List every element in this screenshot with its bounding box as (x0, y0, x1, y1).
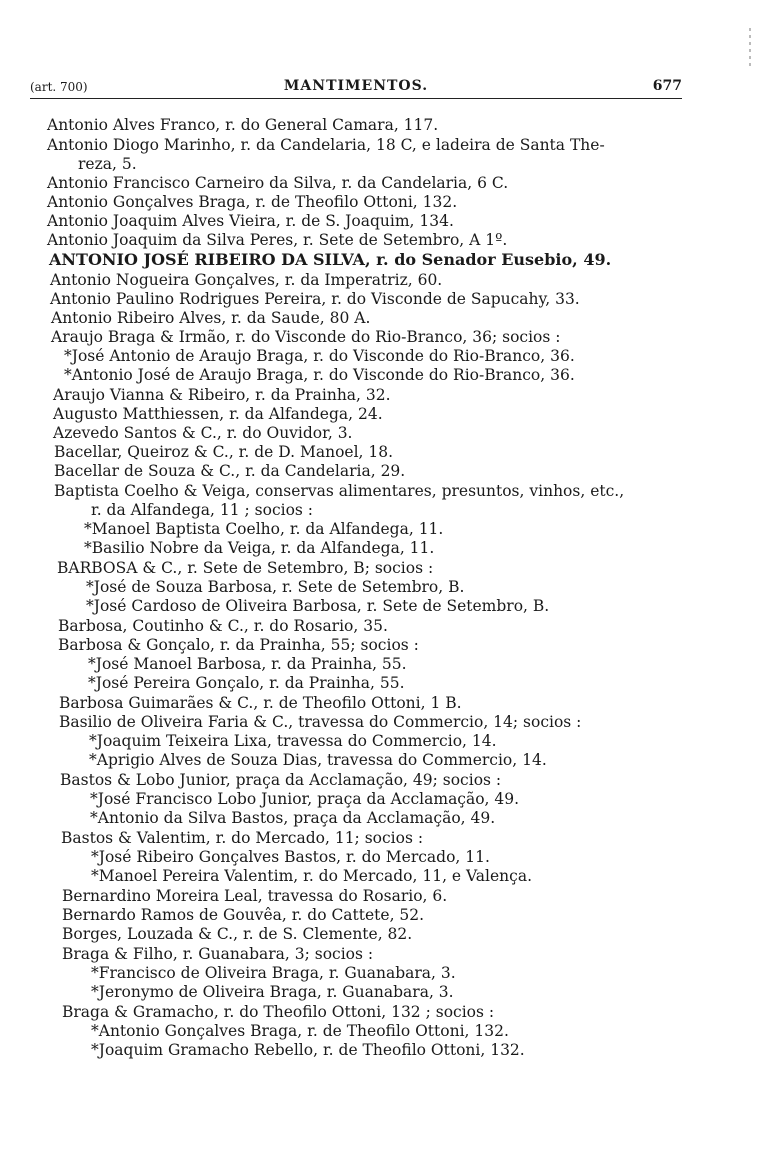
margin-mark (749, 28, 751, 68)
entry-line: Braga & Filho, r. Guanabara, 3; socios : (62, 945, 374, 963)
entry-line: *José Ribeiro Gonçalves Bastos, r. do Mercado, 11. (91, 848, 490, 866)
entry-line: *Manoel Pereira Valentim, r. do Mercado, 11, e Valença. (91, 867, 532, 885)
entry-line: Antonio Alves Franco, r. do General Camara, 117. (47, 116, 439, 134)
entry-line: Braga & Gramacho, r. do Theofilo Ottoni, 132 ; socios : (62, 1003, 495, 1021)
entry-line: *Basilio Nobre da Veiga, r. da Alfandega, 11. (84, 539, 435, 557)
entry-line: *Jeronymo de Oliveira Braga, r. Guanabara, 3. (91, 983, 454, 1001)
entry-line: Barbosa & Gonçalo, r. da Prainha, 55; socios : (58, 636, 419, 654)
entry-line: Azevedo Santos & C., r. do Ouvidor, 3. (53, 424, 353, 442)
entry-line: ANTONIO JOSÉ RIBEIRO DA SILVA, r. do Senador Eusebio, 49. (49, 250, 612, 269)
entry-line: Antonio Ribeiro Alves, r. da Saude, 80 A. (51, 309, 371, 327)
entry-line: *José Pereira Gonçalo, r. da Prainha, 55. (88, 674, 405, 692)
entry-line: Bernardino Moreira Leal, travessa do Rosario, 6. (62, 887, 448, 905)
page-number: 677 (652, 78, 682, 94)
entry-line: *José de Souza Barbosa, r. Sete de Setembro, B. (86, 578, 465, 596)
entry-line: *Antonio da Silva Bastos, praça da Acclamação, 49. (90, 809, 496, 827)
entry-line: *Antonio José de Araujo Braga, r. do Visconde do Rio-Branco, 36. (64, 366, 575, 384)
entry-line: Borges, Louzada & C., r. de S. Clemente, 82. (62, 925, 413, 943)
entry-line: Araujo Vianna & Ribeiro, r. da Prainha, 32. (53, 386, 391, 404)
entry-line: reza, 5. (78, 155, 137, 173)
entry-line: *José Cardoso de Oliveira Barbosa, r. Sete de Setembro, B. (86, 597, 550, 615)
entry-line: *José Antonio de Araujo Braga, r. do Visconde do Rio-Branco, 36. (64, 347, 575, 365)
entry-line: *Joaquim Teixeira Lixa, travessa do Commercio, 14. (89, 732, 497, 750)
entry-line: *Francisco de Oliveira Braga, r. Guanabara, 3. (91, 964, 456, 982)
entry-line: Baptista Coelho & Veiga, conservas alimentares, presuntos, vinhos, etc., (54, 482, 625, 500)
entry-line: Barbosa Guimarães & C., r. de Theofilo Ottoni, 1 B. (59, 694, 462, 712)
entry-line: *José Manoel Barbosa, r. da Prainha, 55. (88, 655, 407, 673)
page-header (30, 76, 682, 98)
entry-line: Bernardo Ramos de Gouvêa, r. do Cattete, 52. (62, 906, 425, 924)
section-title: MANTIMENTOS. (283, 78, 429, 94)
entry-line: Antonio Joaquim Alves Vieira, r. de S. Joaquim, 134. (47, 212, 454, 230)
entry-line: Antonio Diogo Marinho, r. da Candelaria, 18 C, e ladeira de Santa The- (47, 136, 605, 154)
entry-line: *Antonio Gonçalves Braga, r. de Theofilo Ottoni, 132. (91, 1022, 509, 1040)
entry-line: Bastos & Lobo Junior, praça da Acclamação, 49; socios : (60, 771, 502, 789)
entry-line: Barbosa, Coutinho & C., r. do Rosario, 35. (58, 617, 388, 635)
entry-line: *Manoel Baptista Coelho, r. da Alfandega, 11. (84, 520, 444, 538)
header-rule (30, 98, 682, 99)
entry-line: *Joaquim Gramacho Rebello, r. de Theofilo Ottoni, 132. (91, 1041, 525, 1059)
entry-line: Antonio Francisco Carneiro da Silva, r. da Candelaria, 6 C. (47, 174, 509, 192)
entry-line: Antonio Joaquim da Silva Peres, r. Sete de Setembro, A 1º. (47, 231, 508, 249)
entry-line: Bastos & Valentim, r. do Mercado, 11; socios : (61, 829, 424, 847)
entry-line: r. da Alfandega, 11 ; socios : (91, 501, 314, 519)
entry-line: Antonio Nogueira Gonçalves, r. da Imperatriz, 60. (50, 271, 443, 289)
entry-line: *Aprigio Alves de Souza Dias, travessa do Commercio, 14. (89, 751, 547, 769)
entry-line: Bacellar de Souza & C., r. da Candelaria, 29. (54, 462, 406, 480)
entry-line: BARBOSA & C., r. Sete de Setembro, B; socios : (57, 559, 434, 577)
entry-line: Augusto Matthiessen, r. da Alfandega, 24. (53, 405, 383, 423)
entry-line: Antonio Gonçalves Braga, r. de Theofilo Ottoni, 132. (47, 193, 458, 211)
entry-line: *José Francisco Lobo Junior, praça da Acclamação, 49. (90, 790, 520, 808)
entry-line: Araujo Braga & Irmão, r. do Visconde do Rio-Branco, 36; socios : (51, 328, 561, 346)
article-reference: (art. 700) (30, 80, 88, 94)
entry-line: Antonio Paulino Rodrigues Pereira, r. do Visconde de Sapucahy, 33. (50, 290, 580, 308)
entry-line: Bacellar, Queiroz & C., r. de D. Manoel, 18. (54, 443, 394, 461)
entry-line: Basilio de Oliveira Faria & C., travessa do Commercio, 14; socios : (59, 713, 582, 731)
